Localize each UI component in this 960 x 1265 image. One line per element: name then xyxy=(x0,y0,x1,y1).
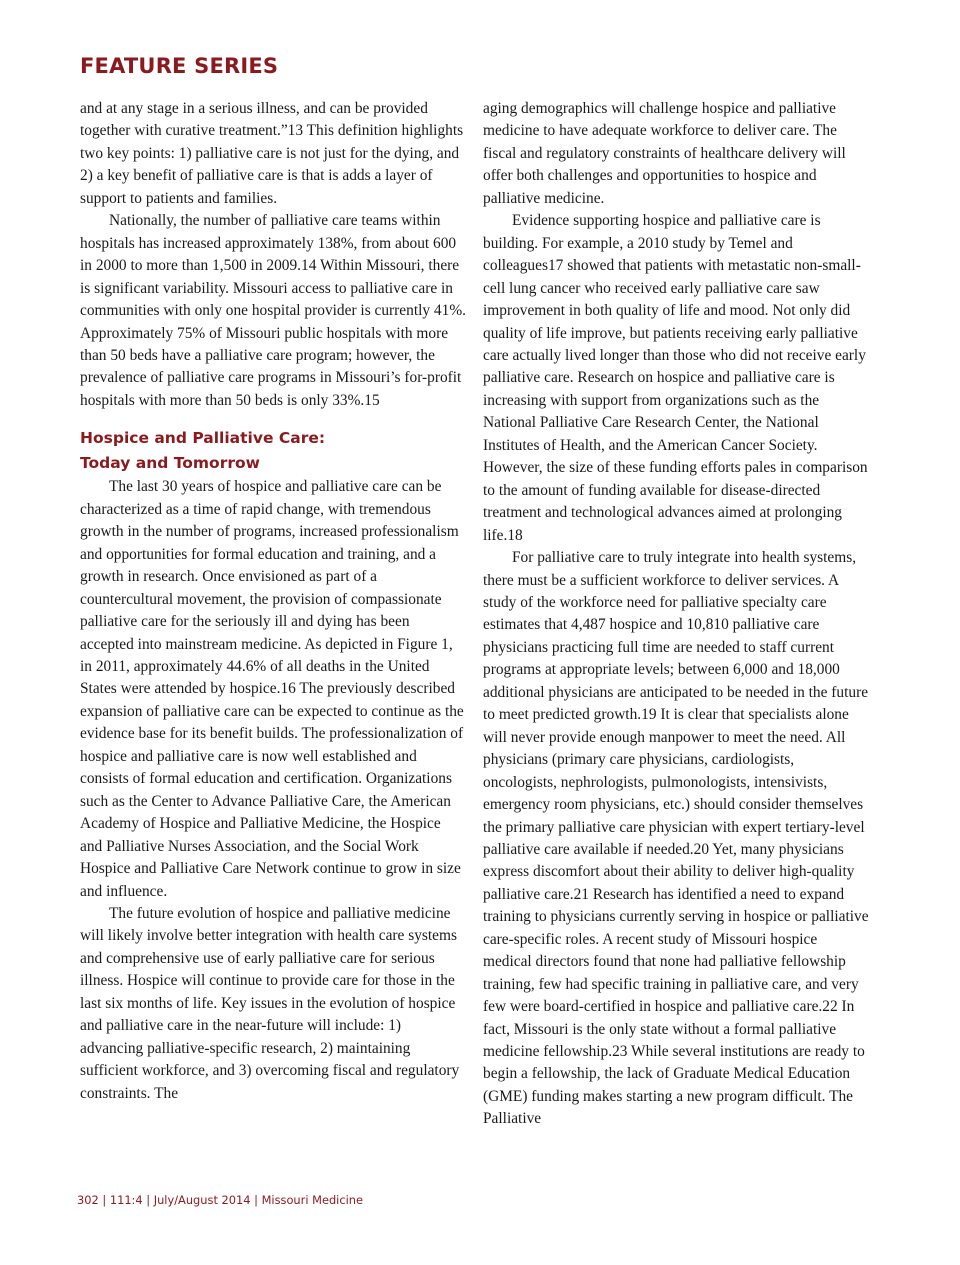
section-header: FEATURE SERIES xyxy=(80,54,279,78)
paragraph: and at any stage in a serious illness, and can be provided together with curative treatment.”13 This definition highlights two key points: 1) palliative care is not just for the dying, and 2) a key benefit of palliative care is that is adds a layer of support to patients and families. xyxy=(80,100,464,207)
paragraph: The future evolution of hospice and palliative medicine will likely involve better integration with health care systems and comprehensive use of early palliative care for serious illness. Hospice will continue to provide care for those in the last six months of life. Key issues in the evolution of hospice and palliative care in the near-future will include: 1) advancing palliative-specific research, 2) maintaining sufficient workforce, and 3) overcoming fiscal and regulatory constraints. The xyxy=(80,904,460,1102)
section-heading-line: Hospice and Palliative Care: xyxy=(80,429,326,448)
paragraph: For palliative care to truly integrate into health systems, there must be a sufficient workforce to deliver services. A study of the workforce need for palliative specialty care estimates that 4,487 hospice and 10,810 palliative care physicians practicing full time are needed to staff current programs at appropriate levels; between 6,000 and 18,000 additional physicians are anticipated to be needed in the future to meet predicted growth.19 It is clear that specialists alone will never provide enough manpower to meet the need. All physicians (primary care physicians, cardiologists, oncologists, nephrologists, pulmonologists, intensivists, emergency room physicians, etc.) should consider themselves the primary palliative care physician with expert tertiary-level palliative care available if needed.20 Yet, many physicians express discomfort about their ability to deliver high-quality palliative care.21 Research has identified a need to expand training to physicians currently serving in hospice or palliative care-specific roles. A recent study of Missouri hospice medical directors found that none had palliative fellowship training, few had specific training in palliative care, and very few were board-certified in hospice and palliative care.22 In fact, Missouri is the only state without a formal palliative medicine fellowship.23 While several institutions are ready to begin a fellowship, the lack of Graduate Medical Education (GME) funding makes starting a new program difficult. The Palliative xyxy=(483,549,869,1128)
paragraph: The last 30 years of hospice and palliative care can be characterized as a time of rapid change, with tremendous growth in the number of programs, increased professionalism and opportunities for formal education and training, and a growth in research. Once envisioned as part of a countercultural movement, the provision of compassionate palliative care for the seriously ill and dying has been accepted into mainstream medicine. As depicted in Figure 1, in 2011, approximately 44.6% of all deaths in the United States were attended by hospice.16 The previously described expansion of palliative care can be expected to continue as the evidence base for its benefit builds. The professionalization of hospice and palliative care is now well established and consists of formal education and certification. Organizations such as the Center to Advance Palliative Care, the American Academy of Hospice and Palliative Medicine, the Hospice and Palliative Nurses Association, and the Social Work Hospice and Palliative Care Network continue to grow in size and influence. xyxy=(80,478,464,900)
section-heading-line: Today and Tomorrow xyxy=(80,454,260,473)
paragraph: Nationally, the number of palliative care teams within hospitals has increased approximately 138%, from about 600 in 2000 to more than 1,500 in 2009.14 Within Missouri, there is significant variability. Missouri access to palliative care in communities with only one hospital provider is currently 41%. Approximately 75% of Missouri public hospitals with more than 50 beds have a palliative care program; however, the prevalence of palliative care programs in Missouri’s for-profit hospitals with more than 50 beds is only 33%.15 xyxy=(80,212,466,409)
section-heading xyxy=(80,426,466,476)
left-column xyxy=(80,98,466,1105)
page-footer: 302 | 111:4 | July/August 2014 | Missouri Medicine xyxy=(77,1193,364,1207)
right-column xyxy=(483,98,869,1131)
paragraph: Evidence supporting hospice and palliative care is building. For example, a 2010 study by Temel and colleagues17 showed that patients with metastatic non-small-cell lung cancer who received early palliative care saw improvement in both quality of life and mood. Not only did quality of life improve, but patients receiving early palliative care actually lived longer than those who did not receive early palliative care. Research on hospice and palliative care is increasing with support from organizations such as the National Palliative Care Research Center, the National Institutes of Health, and the American Cancer Society. However, the size of these funding efforts pales in comparison to the amount of funding available for disease-directed treatment and technological advances aimed at prolonging life.18 xyxy=(483,212,868,544)
paragraph: aging demographics will challenge hospice and palliative medicine to have adequate workforce to deliver care. The fiscal and regulatory constraints of healthcare delivery will offer both challenges and opportunities to hospice and palliative medicine. xyxy=(483,100,846,207)
